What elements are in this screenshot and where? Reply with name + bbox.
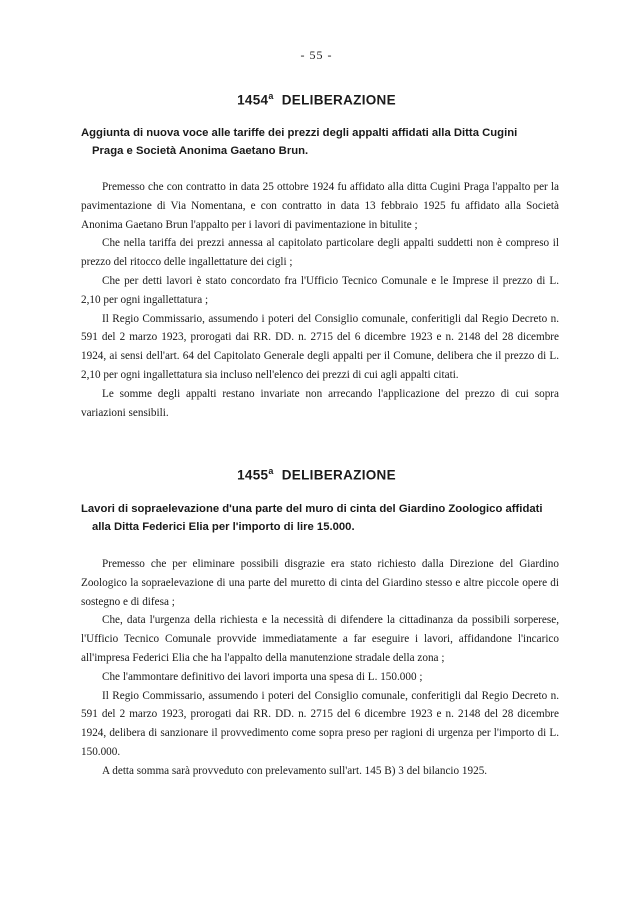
paragraph: A detta somma sarà provveduto con prelevamento sull'art. 145 B) 3 del bilancio 1925. (102, 764, 488, 777)
paragraph: Il Regio Commissario, assumendo i poteri del Consiglio comunale, conferitigli dal Regio Decreto n. 591 del 2 marzo 1923, prorogati dai RR. DD. n. 2715 del 6 dicembre 1923 e n. 2148 del 28 dicembre 1924, ai sensi dell'art. 64 del Capitolato Generale degli appalti per il Comune, delibera che il prezzo di L. 2,10 per ogni ingallettatura sia incluso nell'elenco dei prezzi di cui agli appalti citati. (81, 312, 559, 381)
section-heading-word: DELIBERAZIONE (281, 92, 396, 108)
section-1454-heading (0, 91, 633, 108)
section-heading-word: DELIBERAZIONE (281, 467, 396, 483)
paragraph: Che, data l'urgenza della richiesta e la necessità di difendere la cittadinanza da possibili sorperese, l'Ufficio Tecnico Comunale provvide immediatamente a far eseguire i lavori, affidandone l'incarico all'impresa Federici Elia che ha l'appalto della manutenzione stradale della zona ; (81, 614, 559, 664)
section-1454-body (81, 178, 559, 422)
ordinal-suffix: a (268, 91, 274, 101)
paragraph: Premesso che con contratto in data 25 ottobre 1924 fu affidato alla ditta Cugini Praga l'appalto per la pavimentazione di Via Nomentana, e con contratto in data 13 febbraio 1925 fu affidato alla Società Anonima Gaetano Brun l'appalto per i lavori di pavimentazione in bitulite ; (81, 181, 559, 231)
section-1455-subtitle (81, 500, 557, 536)
subtitle-line: alla Ditta Federici Elia per l'importo di lire 15.000. (92, 521, 355, 533)
subtitle-line: Aggiunta di nuova voce alle tariffe dei prezzi degli appalti affidati alla Ditta Cugini (81, 127, 518, 139)
paragraph: Premesso che per eliminare possibili disgrazie era stato richiesto dalla Direzione del Giardino Zoologico la sopraelevazione di una parte del muretto di cinta del Giardino stesso e altre piccole opere di sostegno e di difesa ; (81, 558, 559, 608)
paragraph: Che per detti lavori è stato concordato fra l'Ufficio Tecnico Comunale e le Imprese il prezzo di L. 2,10 per ogni ingallettatura ; (81, 274, 559, 306)
subtitle-line: Lavori di sopraelevazione d'una parte del muro di cinta del Giardino Zoologico affidati (81, 503, 543, 515)
section-1455-body (81, 555, 559, 781)
section-number: 1454 (237, 92, 269, 108)
paragraph: Che nella tariffa dei prezzi annessa al capitolato particolare degli appalti suddetti non è compreso il prezzo del ritocco delle ingallettature dei cigli ; (81, 237, 559, 269)
ordinal-suffix: a (268, 466, 274, 476)
section-number: 1455 (237, 467, 269, 483)
section-1455-heading (0, 466, 633, 483)
paragraph: Il Regio Commissario, assumendo i poteri del Consiglio comunale, conferitigli dal Regio Decreto n. 591 del 2 marzo 1923, prorogati dai RR. DD. n. 2715 del 6 dicembre 1923 e n. 2148 del 28 dicembre 1924, delibera di sanzionare il provvedimento come sopra preso per ragioni di urgenza per l'importo di L. 150.000. (81, 689, 559, 758)
paragraph: Che l'ammontare definitivo dei lavori importa una spesa di L. 150.000 ; (102, 670, 423, 683)
subtitle-line: Praga e Società Anonima Gaetano Brun. (92, 145, 309, 157)
page-number: - 55 - (300, 48, 333, 62)
paragraph: Le somme degli appalti restano invariate non arrecando l'applicazione del prezzo di cui sopra variazioni sensibili. (81, 387, 559, 419)
section-1454-subtitle (81, 124, 557, 160)
